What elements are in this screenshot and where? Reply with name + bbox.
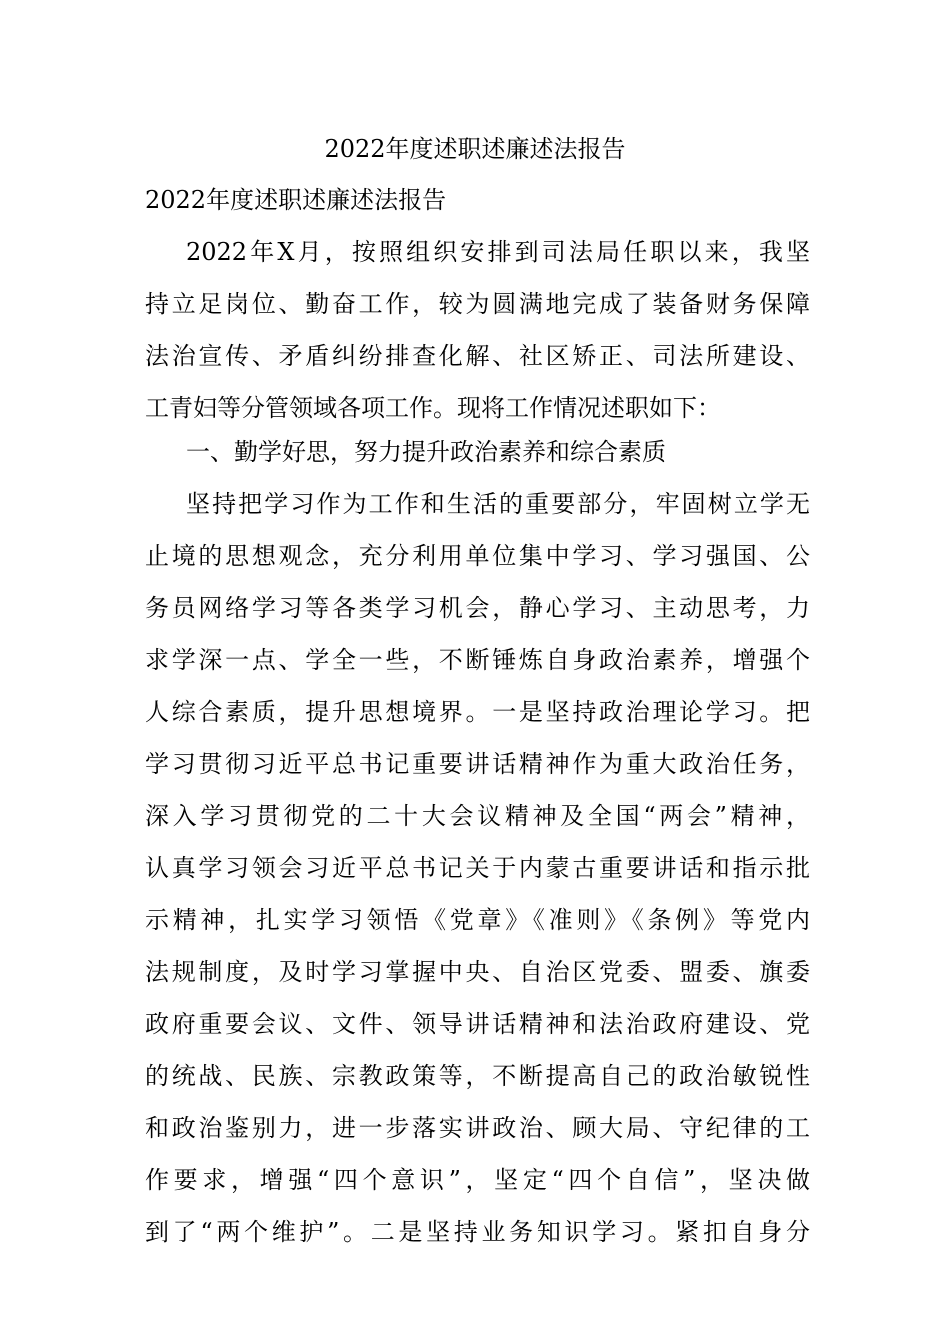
paragraph-line: 法治宣传、矛盾纠纷排查化解、社区矫正、司法所建设、 (145, 342, 810, 370)
paragraph-line: 法规制度，及时学习掌握中央、自治区党委、盟委、旗委 (145, 958, 810, 986)
paragraph-line: 示精神，扎实学习领悟《党章》《准则》《条例》等党内 (145, 906, 810, 934)
paragraph-line: 作要求，增强“四个意识”，坚定“四个自信”，坚决做 (145, 1166, 810, 1194)
paragraph-line: 的统战、民族、宗教政策等，不断提高自己的政治敏锐性 (145, 1062, 810, 1090)
paragraph-line: 和政治鉴别力，进一步落实讲政治、顾大局、守纪律的工 (145, 1114, 810, 1142)
paragraph-line: 认真学习领会习近平总书记关于内蒙古重要讲话和指示批 (145, 854, 810, 882)
document-subtitle: 2022年度述职述廉述法报告 (145, 186, 447, 214)
paragraph-line: 求学深一点、学全一些，不断锤炼自身政治素养，增强个 (145, 646, 810, 674)
paragraph-line: 学习贯彻习近平总书记重要讲话精神作为重大政治任务， (145, 750, 810, 778)
paragraph-line: 止境的思想观念，充分利用单位集中学习、学习强国、公 (145, 542, 810, 570)
paragraph-line: 2022年X月，按照组织安排到司法局任职以来，我坚 (186, 238, 810, 266)
document-title: 2022年度述职述廉述法报告 (324, 135, 626, 163)
paragraph-line: 务员网络学习等各类学习机会，静心学习、主动思考，力 (145, 594, 810, 622)
paragraph-line: 持立足岗位、勤奋工作，较为圆满地完成了装备财务保障 (145, 290, 810, 318)
paragraph-line: 到了“两个维护”。二是坚持业务知识学习。紧扣自身分 (145, 1218, 810, 1246)
paragraph-line: 工青妇等分管领域各项工作。现将工作情况述职如下： (145, 394, 721, 422)
section-heading: 一、勤学好思，努力提升政治素养和综合素质 (186, 438, 666, 466)
paragraph-line: 政府重要会议、文件、领导讲话精神和法治政府建设、党 (145, 1010, 810, 1038)
paragraph-line: 人综合素质，提升思想境界。一是坚持政治理论学习。把 (145, 698, 810, 726)
paragraph-line: 坚持把学习作为工作和生活的重要部分，牢固树立学无 (186, 490, 810, 518)
paragraph-line: 深入学习贯彻党的二十大会议精神及全国“两会”精神， (145, 802, 810, 830)
